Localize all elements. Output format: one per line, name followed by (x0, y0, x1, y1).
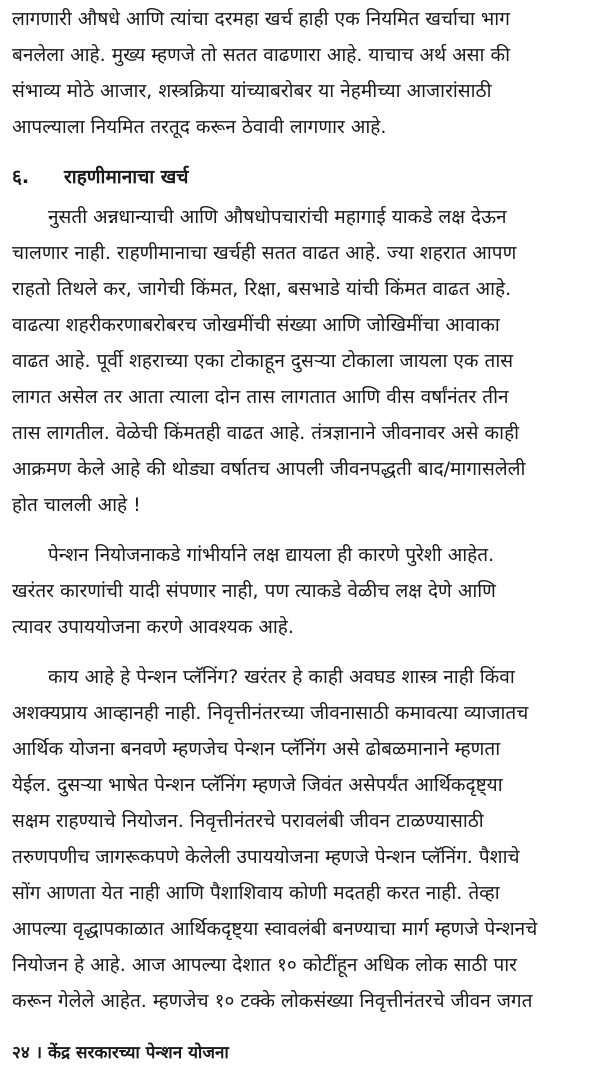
section-number: ६. (12, 166, 30, 188)
text-line: तास लागतील. वेळेची किंमतही वाढत आहे. तंत्रज्ञानाने जीवनावर असे काही (12, 422, 520, 444)
section-title: राहणीमानाचा खर्च (64, 166, 189, 188)
text-line: वाढत आहे. पूर्वी शहराच्या एका टोकाहून दुसऱ्या टोकाला जायला एक तास (12, 350, 514, 372)
section-heading (12, 160, 590, 194)
text-line: येईल. दुसऱ्या भाषेत पेन्शन प्लॅनिंग म्हणजे जिवंत असेपर्यंत आर्थिकदृष्ट्या (12, 774, 503, 796)
text-line: अशक्यप्राय आव्हानही नाही. निवृत्तीनंतरच्या जीवनासाठी कमावत्या व्याजातच (12, 702, 529, 724)
text-line: नियोजन हे आहे. आज आपल्या देशात १० कोटींहून अधिक लोक साठी पार (12, 954, 517, 976)
text-line: खरंतर कारणांची यादी संपणार नाही, पण त्याकडे वेळीच लक्ष देणे आणि (12, 580, 496, 602)
text-line: तरुणपणीच जागरूकपणे केलेली उपाययोजना म्हणजे पेन्शन प्लॅनिंग. पैशाचे (12, 846, 520, 868)
text-line: बनलेला आहे. मुख्य म्हणजे तो सतत वाढणारा आहे. याचाच अर्थ असा की (12, 44, 510, 66)
text-line: आर्थिक योजना बनवणे म्हणजेच पेन्शन प्लॅनिंग असे ढोबळमानाने म्हणता (12, 738, 501, 760)
page-number: २४ (12, 1043, 30, 1063)
book-title: केंद्र सरकारच्या पेन्शन योजना (47, 1043, 229, 1063)
page-footer (12, 1040, 229, 1066)
text-line: वाढत्या शहरीकरणाबरोबरच जोखमींची संख्या आणि जोखिमींचा आवाका (12, 314, 500, 336)
text-line: लागणारी औषधे आणि त्यांचा दरमहा खर्च हाही एक नियमित खर्चाचा भाग (12, 8, 510, 30)
text-line: आपल्याला नियमित तरतूद करून ठेवावी लागणार आहे. (12, 116, 387, 138)
text-line: काय आहे हे पेन्शन प्लॅनिंग? खरंतर हे काही अवघड शास्त्र नाही किंवा (48, 666, 515, 688)
text-line: राहतो तिथले कर, जागेची किंमत, रिक्षा, बसभाडे यांची किंमत वाढत आहे. (12, 278, 512, 300)
text-line: आक्रमण केले आहे की थोड्या वर्षातच आपली जीवनपद्धती बाद/मागासलेली (12, 458, 526, 480)
text-line: त्यावर उपाययोजना करणे आवश्यक आहे. (12, 616, 294, 638)
text-line: चालणार नाही. राहणीमानाचा खर्चही सतत वाढत आहे. ज्या शहरात आपण (12, 242, 517, 264)
footer-separator: । (35, 1043, 43, 1063)
text-line: करून गेलेले आहेत. म्हणजेच १० टक्के लोकसंख्या निवृत्तीनंतरचे जीवन जगत (12, 990, 533, 1012)
text-line: लागत असेल तर आता त्याला दोन तास लागतात आणि वीस वर्षांनंतर तीन (12, 386, 509, 408)
text-line: सोंग आणता येत नाही आणि पैशाशिवाय कोणी मदतही करत नाही. तेव्हा (12, 882, 500, 904)
text-line: होत चालली आहे ! (12, 494, 141, 516)
text-line: सक्षम राहण्याचे नियोजन. निवृत्तीनंतरचे परावलंबी जीवन टाळण्यासाठी (12, 810, 484, 832)
text-line: संभाव्य मोठे आजार, शस्त्रक्रिया यांच्याबरोबर या नेहमीच्या आजारांसाठी (12, 80, 492, 102)
text-line: नुसती अन्नधान्याची आणि औषधोपचारांची महागाई याकडे लक्ष देऊन (48, 206, 507, 228)
text-line: आपल्या वृद्धापकाळात आर्थिकदृष्ट्या स्वावलंबी बनण्याचा मार्ग म्हणजे पेन्शनचे (12, 918, 538, 940)
text-line: पेन्शन नियोजनाकडे गांभीर्याने लक्ष द्यायला ही कारणे पुरेशी आहेत. (48, 544, 495, 566)
